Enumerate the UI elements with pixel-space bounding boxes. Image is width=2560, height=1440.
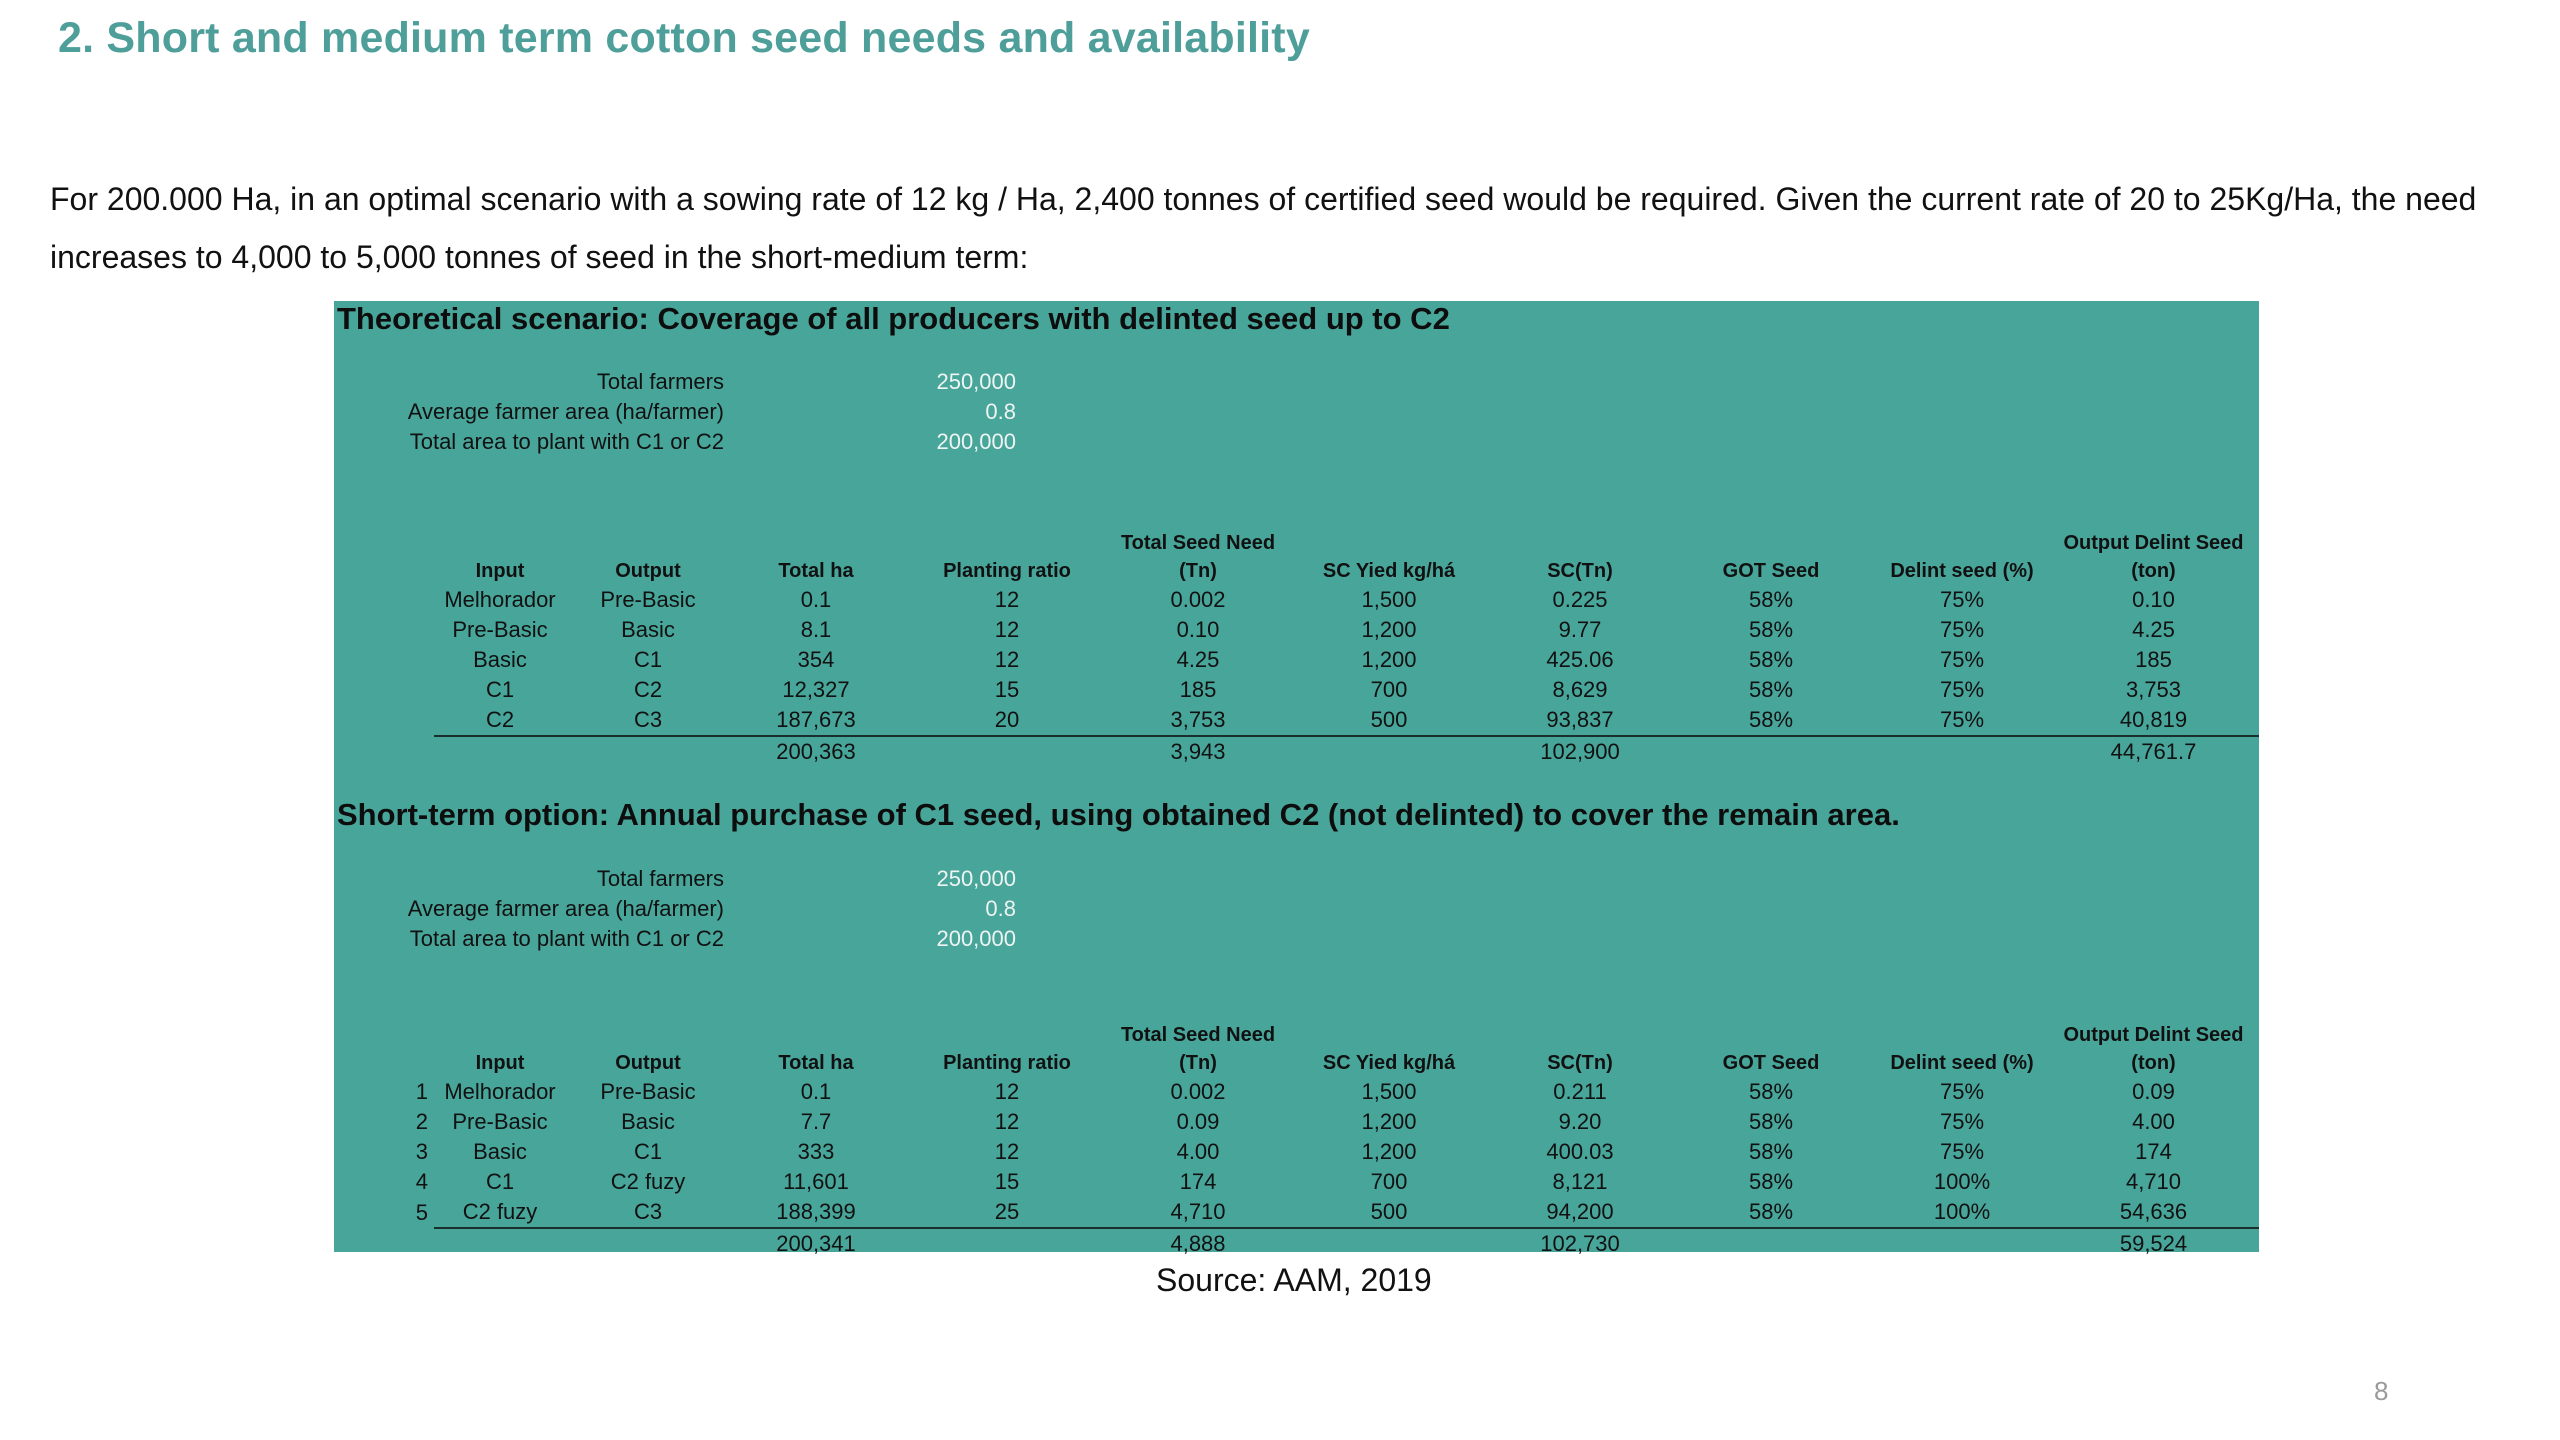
- table-total-row: [364, 1228, 2259, 1259]
- cell-output-delint: 54,636: [2119, 1199, 2188, 1224]
- cell-got-seed: 58%: [1748, 617, 1794, 642]
- cell-output-delint: 0.09: [2132, 1079, 2175, 1104]
- cell-index: [364, 585, 434, 615]
- cell-sc-yield: 1,200: [1361, 647, 1417, 672]
- cell-total-ha: 7.7: [800, 1109, 832, 1134]
- short-term-option-title: Short-term option: Annual purchase of C1 seed, using obtained C2 (not delinted) to cover the remain area.: [337, 797, 1900, 832]
- cell-delint-seed: 75%: [1939, 647, 1985, 672]
- summary-row-total-farmers: [334, 866, 1134, 896]
- cell-input: Pre-Basic: [452, 617, 548, 642]
- cell-delint-seed: 75%: [1939, 587, 1985, 612]
- col-total-ha: Total ha: [778, 1052, 854, 1074]
- cell-output-delint: 0.10: [2132, 587, 2175, 612]
- cell-index: 2: [415, 1109, 428, 1134]
- cell-output: C2: [633, 677, 663, 702]
- cell-output-delint: 185: [2135, 647, 2172, 672]
- summary-value: 250,000: [936, 369, 1016, 394]
- total-output: [566, 1228, 730, 1259]
- table-row: [364, 645, 2259, 675]
- col-planting-ratio: Planting ratio: [943, 1052, 1071, 1074]
- cell-input: Basic: [473, 1139, 527, 1164]
- cell-output: C1: [633, 1139, 663, 1164]
- short-term-summary: [334, 866, 1134, 956]
- cell-total-ha: 0.1: [800, 587, 832, 612]
- cell-sc-yield: 1,500: [1361, 1079, 1417, 1104]
- col-input: Input: [475, 560, 525, 582]
- total-sc-tn: 102,900: [1494, 736, 1666, 767]
- seed-scenarios-panel: [334, 301, 2259, 1256]
- cell-sc-tn: 93,837: [1546, 707, 1614, 732]
- cell-output-delint: 40,819: [2119, 707, 2188, 732]
- total-sc-yield: [1284, 736, 1494, 767]
- table-header-row: [364, 523, 2259, 585]
- summary-label: Total area to plant with C1 or C2: [409, 926, 724, 951]
- cell-delint-seed: 75%: [1939, 617, 1985, 642]
- cell-sc-tn: 9.77: [1558, 617, 1602, 642]
- theoretical-summary: [334, 369, 1134, 459]
- cell-total-ha: 0.1: [800, 1079, 832, 1104]
- total-index: [364, 736, 434, 767]
- cell-total-ha: 333: [797, 1139, 835, 1164]
- table-row: [364, 1167, 2259, 1197]
- total-total-seed-need: 4,888: [1112, 1228, 1284, 1259]
- cell-got-seed: 58%: [1748, 1079, 1794, 1104]
- theoretical-table-body: [364, 585, 2259, 767]
- cell-total-seed-need: 0.002: [1170, 1079, 1226, 1104]
- cell-output: C2 fuzy: [610, 1169, 686, 1194]
- cell-index: [364, 675, 434, 705]
- summary-label: Average farmer area (ha/farmer): [407, 896, 724, 921]
- cell-got-seed: 58%: [1748, 1139, 1794, 1164]
- total-sc-yield: [1284, 1228, 1494, 1259]
- col-delint-seed: Delint seed (%): [1890, 1052, 2034, 1074]
- cell-planting-ratio: 15: [994, 677, 1020, 702]
- cell-got-seed: 58%: [1748, 677, 1794, 702]
- cell-input: Melhorador: [444, 587, 556, 612]
- cell-output: C3: [633, 707, 663, 732]
- total-planting-ratio: [902, 736, 1112, 767]
- total-input: [434, 1228, 566, 1259]
- cell-planting-ratio: 12: [994, 587, 1020, 612]
- col-total-seed-need: Total Seed Need (Tn): [1120, 532, 1276, 582]
- theoretical-seed-table: [364, 523, 2259, 767]
- col-planting-ratio: Planting ratio: [943, 560, 1071, 582]
- cell-sc-yield: 700: [1370, 1169, 1408, 1194]
- col-sc-yield: SC Yied kg/há: [1322, 560, 1456, 582]
- cell-output: Pre-Basic: [600, 587, 696, 612]
- cell-delint-seed: 75%: [1939, 677, 1985, 702]
- short-term-seed-table: [364, 1015, 2259, 1259]
- cell-planting-ratio: 12: [994, 1079, 1020, 1104]
- cell-delint-seed: 100%: [1933, 1169, 1991, 1194]
- cell-got-seed: 58%: [1748, 1169, 1794, 1194]
- theoretical-scenario-title: Theoretical scenario: Coverage of all producers with delinted seed up to C2: [337, 301, 1450, 336]
- cell-output: C1: [633, 647, 663, 672]
- total-delint-seed: [1876, 736, 2048, 767]
- cell-total-seed-need: 174: [1179, 1169, 1217, 1194]
- summary-label: Total area to plant with C1 or C2: [409, 429, 724, 454]
- cell-delint-seed: 100%: [1933, 1199, 1991, 1224]
- cell-total-ha: 187,673: [776, 707, 856, 732]
- cell-total-seed-need: 4,710: [1170, 1199, 1226, 1224]
- cell-total-seed-need: 0.10: [1176, 617, 1220, 642]
- summary-value: 0.8: [985, 399, 1016, 424]
- total-delint-seed: [1876, 1228, 2048, 1259]
- cell-sc-yield: 500: [1370, 707, 1408, 732]
- cell-output: Pre-Basic: [600, 1079, 696, 1104]
- cell-sc-tn: 8,629: [1552, 677, 1608, 702]
- cell-total-seed-need: 3,753: [1170, 707, 1226, 732]
- col-output-delint: Output Delint Seed (ton): [2063, 1024, 2244, 1074]
- cell-output-delint: 3,753: [2125, 677, 2182, 702]
- cell-got-seed: 58%: [1748, 1109, 1794, 1134]
- cell-planting-ratio: 20: [994, 707, 1020, 732]
- summary-value: 200,000: [936, 429, 1016, 454]
- cell-planting-ratio: 12: [994, 617, 1020, 642]
- col-delint-seed: Delint seed (%): [1890, 560, 2034, 582]
- cell-sc-yield: 500: [1370, 1199, 1408, 1224]
- cell-output-delint: 4,710: [2125, 1169, 2182, 1194]
- cell-sc-tn: 0.225: [1552, 587, 1608, 612]
- summary-value: 200,000: [936, 926, 1016, 951]
- summary-row-total-area: [334, 926, 1134, 956]
- cell-sc-tn: 400.03: [1546, 1139, 1614, 1164]
- cell-planting-ratio: 12: [994, 1109, 1020, 1134]
- col-got-seed: GOT Seed: [1722, 560, 1820, 582]
- page-number: 8: [2374, 1376, 2389, 1406]
- cell-planting-ratio: 12: [994, 647, 1020, 672]
- col-input: Input: [475, 1052, 525, 1074]
- cell-planting-ratio: 15: [994, 1169, 1020, 1194]
- col-output: Output: [615, 1052, 681, 1074]
- cell-total-ha: 354: [797, 647, 835, 672]
- cell-total-seed-need: 4.00: [1176, 1139, 1220, 1164]
- total-total-seed-need: 3,943: [1112, 736, 1284, 767]
- cell-delint-seed: 75%: [1939, 1079, 1985, 1104]
- total-planting-ratio: [902, 1228, 1112, 1259]
- total-got-seed: [1666, 1228, 1876, 1259]
- cell-output: Basic: [621, 1109, 675, 1134]
- summary-label: Average farmer area (ha/farmer): [407, 399, 724, 424]
- cell-output-delint: 4.00: [2132, 1109, 2175, 1134]
- summary-label: Total farmers: [596, 866, 724, 891]
- summary-value: 250,000: [936, 866, 1016, 891]
- cell-output: Basic: [621, 617, 675, 642]
- total-got-seed: [1666, 736, 1876, 767]
- cell-sc-yield: 1,500: [1361, 587, 1417, 612]
- cell-output-delint: 4.25: [2132, 617, 2175, 642]
- cell-total-seed-need: 0.002: [1170, 587, 1226, 612]
- cell-output: C3: [633, 1199, 663, 1224]
- summary-row-average-area: [334, 896, 1134, 926]
- cell-got-seed: 58%: [1748, 587, 1794, 612]
- cell-index: [364, 705, 434, 736]
- cell-index: 1: [415, 1079, 428, 1104]
- short-term-table-body: [364, 1077, 2259, 1259]
- cell-index: 4: [415, 1169, 428, 1194]
- cell-total-seed-need: 185: [1179, 677, 1217, 702]
- total-index: [364, 1228, 434, 1259]
- col-got-seed: GOT Seed: [1722, 1052, 1820, 1074]
- cell-total-ha: 11,601: [783, 1169, 849, 1194]
- total-output: [566, 736, 730, 767]
- cell-total-seed-need: 0.09: [1176, 1109, 1220, 1134]
- col-sc-yield: SC Yied kg/há: [1322, 1052, 1456, 1074]
- summary-label: Total farmers: [596, 369, 724, 394]
- col-sc-tn: SC(Tn): [1547, 1052, 1613, 1074]
- intro-paragraph: For 200.000 Ha, in an optimal scenario with a sowing rate of 12 kg / Ha, 2,400 tonnes of certified seed would be required. Given the current rate of 20 to 25Kg/Ha, the need increases to 4,000 to 5,000 tonnes of seed in the short-medium term:: [50, 181, 2477, 275]
- cell-input: C2: [485, 707, 515, 732]
- cell-input: C1: [485, 1169, 515, 1194]
- table-header-row: [364, 1015, 2259, 1077]
- cell-planting-ratio: 25: [994, 1199, 1020, 1224]
- cell-sc-yield: 1,200: [1361, 1139, 1417, 1164]
- slide-heading: 2. Short and medium term cotton seed needs and availability: [58, 14, 1310, 62]
- summary-row-total-farmers: [334, 369, 1134, 399]
- cell-sc-tn: 94,200: [1546, 1199, 1614, 1224]
- col-output-delint: Output Delint Seed (ton): [2063, 532, 2244, 582]
- cell-input: C1: [485, 677, 515, 702]
- cell-index: 5: [415, 1199, 428, 1225]
- col-index: [364, 1015, 434, 1077]
- cell-sc-tn: 425.06: [1546, 647, 1614, 672]
- cell-planting-ratio: 12: [994, 1139, 1020, 1164]
- total-total-ha: 200,363: [730, 736, 902, 767]
- cell-sc-tn: 0.211: [1553, 1079, 1607, 1104]
- col-sc-tn: SC(Tn): [1547, 560, 1613, 582]
- cell-got-seed: 58%: [1748, 1199, 1794, 1224]
- summary-value: 0.8: [985, 896, 1016, 921]
- cell-delint-seed: 75%: [1939, 1109, 1985, 1134]
- col-total-ha: Total ha: [778, 560, 854, 582]
- cell-total-ha: 8.1: [800, 617, 832, 642]
- cell-sc-yield: 1,200: [1361, 617, 1417, 642]
- cell-input: Basic: [473, 647, 527, 672]
- table-row: [364, 1107, 2259, 1137]
- col-output: Output: [615, 560, 681, 582]
- cell-index: 3: [415, 1139, 428, 1164]
- cell-input: Melhorador: [444, 1079, 556, 1104]
- cell-delint-seed: 75%: [1939, 707, 1985, 732]
- cell-delint-seed: 75%: [1939, 1139, 1985, 1164]
- total-sc-tn: 102,730: [1494, 1228, 1666, 1259]
- cell-total-seed-need: 4.25: [1176, 647, 1220, 672]
- cell-got-seed: 58%: [1748, 647, 1794, 672]
- source-caption: Source: AAM, 2019: [1156, 1262, 1432, 1298]
- table-row: [364, 1077, 2259, 1107]
- total-output-delint: 59,524: [2048, 1228, 2259, 1259]
- table-row: [364, 705, 2259, 736]
- cell-total-ha: 12,327: [782, 677, 850, 702]
- cell-input: Pre-Basic: [452, 1109, 548, 1134]
- table-row: [364, 675, 2259, 705]
- table-row: [364, 1137, 2259, 1167]
- table-row: [364, 585, 2259, 615]
- cell-output-delint: 174: [2135, 1139, 2172, 1164]
- summary-row-average-area: [334, 399, 1134, 429]
- col-index: [364, 523, 434, 585]
- cell-sc-yield: 700: [1370, 677, 1408, 702]
- summary-row-total-area: [334, 429, 1134, 459]
- table-row: [364, 615, 2259, 645]
- col-total-seed-need: Total Seed Need (Tn): [1120, 1024, 1276, 1074]
- table-row: [364, 1197, 2259, 1228]
- cell-sc-tn: 8,121: [1552, 1169, 1608, 1194]
- cell-total-ha: 188,399: [776, 1199, 856, 1224]
- cell-got-seed: 58%: [1748, 707, 1794, 732]
- total-total-ha: 200,341: [730, 1228, 902, 1259]
- cell-sc-tn: 9.20: [1558, 1109, 1602, 1134]
- total-output-delint: 44,761.7: [2048, 736, 2259, 767]
- total-input: [434, 736, 566, 767]
- cell-sc-yield: 1,200: [1361, 1109, 1417, 1134]
- table-total-row: [364, 736, 2259, 767]
- cell-input: C2 fuzy: [462, 1199, 538, 1224]
- cell-index: [364, 645, 434, 675]
- cell-index: [364, 615, 434, 645]
